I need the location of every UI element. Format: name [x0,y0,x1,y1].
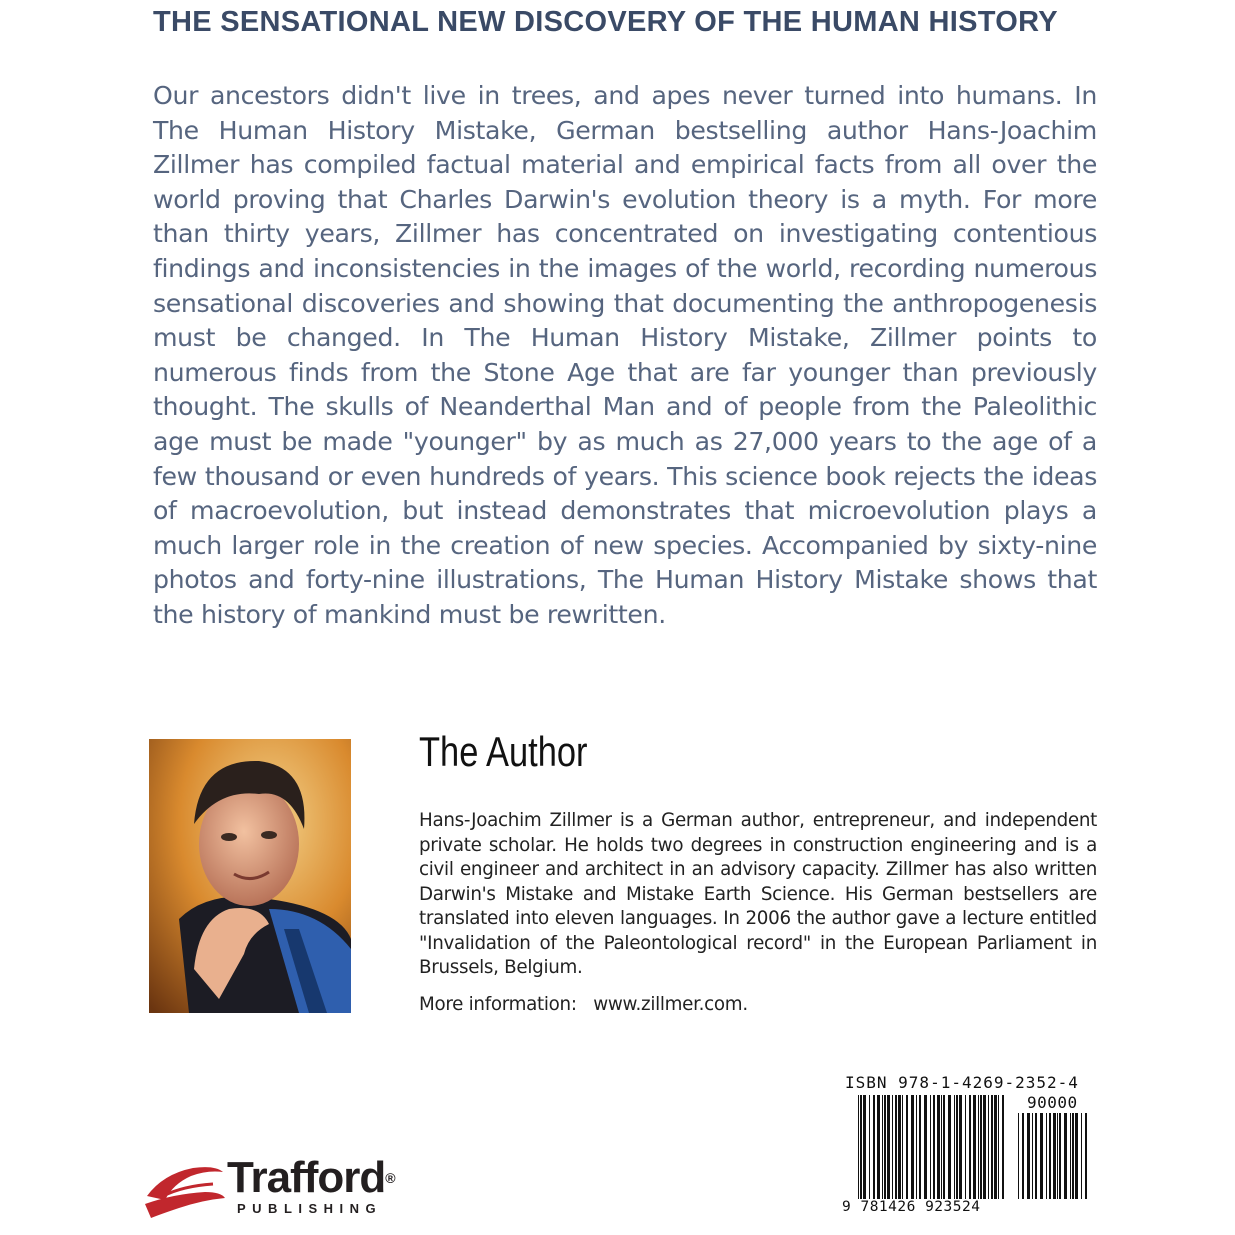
barcode-bar [1085,1113,1087,1199]
barcode-bar [902,1095,903,1199]
barcode-bar [1032,1113,1033,1199]
author-website-link[interactable]: www.zillmer.com. [593,994,748,1015]
publisher-logo [143,1153,453,1222]
price-code: 90000 [1027,1093,1078,1112]
barcode-bar [911,1095,914,1199]
barcode-bar [973,1095,976,1199]
barcode-bar [877,1095,880,1199]
more-info-label: More information: [419,994,577,1015]
barcode-bar [956,1095,958,1199]
barcode-bar [860,1095,862,1199]
barcode-bar [933,1095,935,1199]
barcode-bar [1081,1113,1082,1199]
barcode-bar [858,1095,859,1199]
barcode-bar [937,1095,940,1199]
barcode-bar [954,1095,955,1199]
barcode-bar [924,1095,927,1199]
barcode-bar [873,1095,875,1199]
barcode-bar [1035,1113,1037,1199]
barcode-bar [1027,1113,1030,1199]
barcode-bar [884,1095,886,1199]
registered-mark: ® [385,1170,395,1186]
barcode-bar [1075,1113,1078,1199]
barcode-bar [895,1095,897,1199]
author-photo [149,739,351,1013]
barcode-bar [969,1095,971,1199]
barcode-bar [1070,1113,1071,1199]
barcode-bar [943,1095,945,1199]
barcode-bar [948,1095,951,1199]
barcode-bar [980,1095,982,1199]
barcode-bar [916,1095,917,1199]
barcode-bar [994,1095,997,1199]
barcode-bar [1053,1113,1056,1199]
barcode-bar [983,1095,986,1199]
author-portrait-icon [149,739,351,1013]
barcode-bar [1040,1113,1043,1199]
more-information [419,994,748,1015]
barcode-bar [898,1095,901,1199]
barcode-bar [930,1095,931,1199]
barcode-bar [892,1095,893,1199]
barcode-bar [1018,1113,1019,1199]
barcode-bar [1057,1113,1058,1199]
barcode-digits: 9 781426 923524 [842,1199,981,1215]
barcode-bar [991,1095,993,1199]
barcode-bar [1059,1113,1061,1199]
barcode-bar [869,1095,870,1199]
publisher-subline: PUBLISHING [237,1201,383,1216]
barcode-bar [1064,1113,1067,1199]
barcode-bar [965,1095,966,1199]
barcode-bar [906,1095,908,1199]
barcode-bar [988,1095,989,1199]
book-blurb: Our ancestors didn't live in trees, and apes never turned into humans. In The Human History Mistake, German bestselling author Hans-Joachim Zillmer has compiled factual material and empirical facts from all over the world proving that Charles Darwin's evolution theory is a myth. For more than thirty years, Zillmer has concentrated on investigating contentious findings and inconsistencies in the images of the world, recording numerous sensational discoveries and showing that documenting the anthropogenesis must be changed. In The Human History Mistake, Zillmer points to numerous finds from the Stone Age that are far younger than previously thought. The skulls of Neanderthal Man and of people from the Paleolithic age must be made "younger" by as much as 27,000 years to the age of a few thousand or even hundreds of years. This science book rejects the ideas of macroevolution, but instead demonstrates that microevolution plays a much larger role in the creation of new species. Accompanied by sixty-nine photos and forty-nine illustrations, The Human History Mistake shows that the history of mankind must be rewritten. [153,81,1097,629]
isbn-text: ISBN 978-1-4269-2352-4 [845,1073,1079,1092]
barcode-bar [959,1095,962,1199]
barcode-bar [919,1095,921,1199]
publisher-name: Trafford® [227,1153,395,1202]
barcode-bar [863,1095,866,1199]
barcode-bar [978,1095,979,1199]
barcode-bar [941,1095,942,1199]
barcode-bar [887,1095,890,1199]
isbn-barcode [840,1073,1095,1223]
barcode-bar [1049,1113,1051,1199]
cover-headline: THE SENSATIONAL NEW DISCOVERY OF THE HUMAN HISTORY [153,6,1058,38]
barcode-bar [1072,1113,1074,1199]
trafford-hand-icon [143,1156,227,1222]
author-bio: Hans-Joachim Zillmer is a German author, entrepreneur, and independent private scholar. He holds two degrees in construction engineering and is a civil engineer and architect in an advisory capacity. Zillmer has also written Darwin's Mistake and Mistake Earth Science. His German bestsellers are translated into eleven languages. In 2006 the author gave a lecture entitled "Invalidation of the Paleontological record" in the European Parliament in Brussels, Belgium. [419,810,1097,978]
barcode-bar [1002,1095,1004,1199]
author-heading: The Author [419,728,588,775]
barcode-bar [1046,1113,1047,1199]
barcode-bar [882,1095,883,1199]
barcode-bar [998,1095,999,1199]
barcode-bar [1022,1113,1024,1199]
